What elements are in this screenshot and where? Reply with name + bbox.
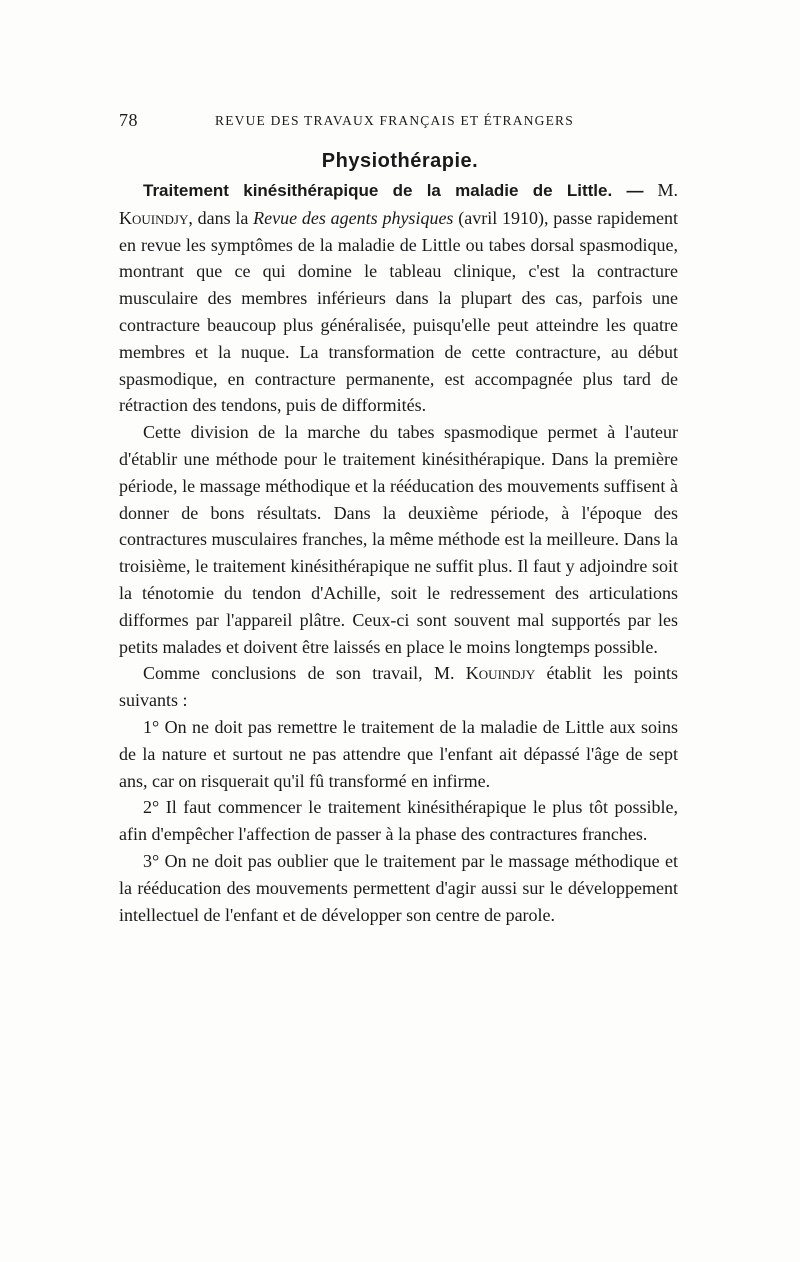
journal-name: Revue des agents physiques — [253, 207, 454, 228]
author-name: M. Kouindjy, — [119, 180, 679, 228]
conclusion-point-3: 3° On ne doit pas oublier que le traitement par le massage méthodique et la rééducation des mouvements permettent d'agir aussi sur le développement intellectuel de l'enfant et de développer son centre de parole. — [119, 850, 678, 925]
paragraph-3-start: Comme conclusions de son travail, M. — [143, 663, 455, 684]
paragraph-1 — [119, 177, 678, 419]
conclusion-point-2: 2° Il faut commencer le traitement kinésithérapique le plus tôt possible, afin d'empêcher l'affection de passer à la phase des contractures franches. — [119, 797, 678, 845]
paragraph-3-end: établit les points suivants : — [119, 663, 679, 711]
paragraph-3-author: Kouindjy — [465, 663, 536, 684]
running-title: REVUE DES TRAVAUX FRANÇAIS ET ÉTRANGERS — [215, 113, 574, 128]
paragraph-2: Cette division de la marche du tabes spasmodique permet à l'auteur d'établir une méthode pour le traitement kinésithérapique. Dans la première période, le massage méthodique et la rééducation des mouvements suffisent à donner de bons résultats. Dans la deuxième période, à l'époque des contractures musculaires franches, la même méthode est la meilleure. Dans la troisième, le traitement kinésithérapique ne suffit plus. Il faut y adjoindre soit la ténotomie du tendon d'Achille, soit le redressement des articulations difformes par l'appareil plâtre. Ceux-ci sont souvent mal supportés par les petits malades et doivent être laissés en place le moins longtemps possible. — [119, 422, 678, 657]
paragraph-3 — [119, 660, 678, 714]
section-title: Physiothérapie. — [321, 150, 479, 172]
running-header — [119, 110, 679, 134]
article-body — [119, 177, 678, 928]
page-number: 78 — [119, 110, 138, 130]
article-title: Traitement kinésithérapique de la maladie de Little. — — [143, 181, 644, 200]
paragraph-1-rest: (avril 1910), passe rapidement en revue les symptômes de la maladie de Little ou tabes dorsal spasmodique, montrant que ce qui domine le tableau clinique, c'est la contracture musculaire des membres inférieurs dans la plupart des cas, parfois une contracture beaucoup plus généralisée, puisqu'elle peut atteindre les quatre membres et la nuque. La transformation de cette contracture, au début spasmodique, en contracture permanente, est accompagnée plus tard de rétraction des tendons, puis de difformités. — [119, 207, 678, 416]
text-before-journal: dans la — [197, 207, 249, 228]
conclusion-point-1: 1° On ne doit pas remettre le traitement de la maladie de Little aux soins de la nature et surtout ne pas attendre que l'enfant ait dépassé l'âge de sept ans, car on risquerait qu'il fû transformé en infirme. — [119, 716, 678, 791]
